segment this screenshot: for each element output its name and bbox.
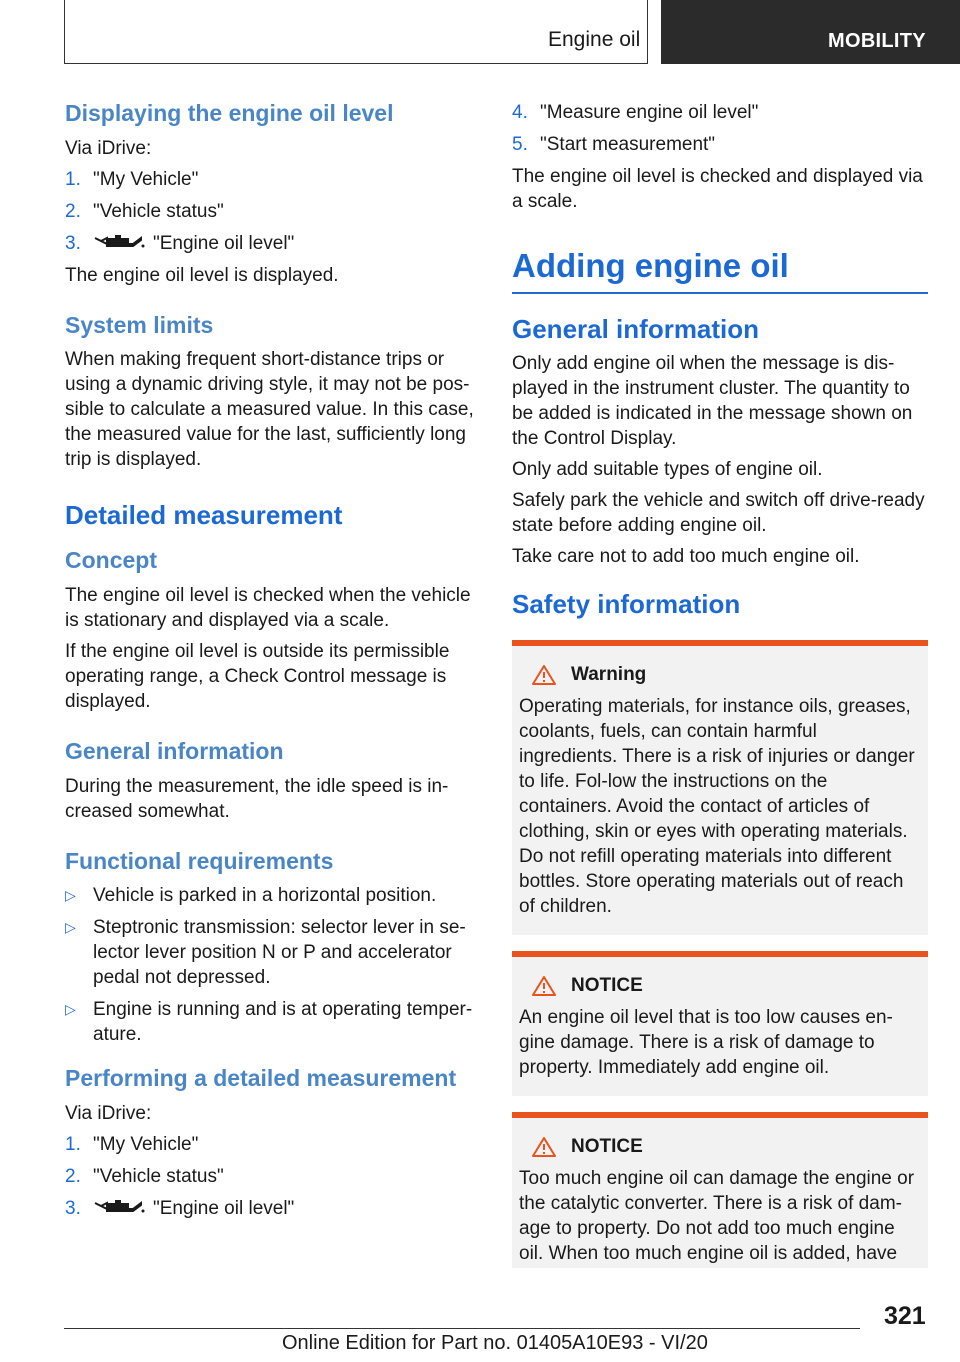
step-text: "Engine oil level" (153, 232, 295, 254)
notice-box-title (519, 975, 920, 997)
general-info-text-4: Take care not to add too much engine oil. (512, 545, 860, 567)
step-number: 1. (65, 168, 81, 190)
step-text: "Vehicle status" (93, 1165, 224, 1187)
steps-list-2 (65, 1132, 477, 1221)
list-item (65, 1196, 477, 1221)
notice-box (512, 951, 928, 1096)
step-number: 2. (65, 200, 81, 222)
notice-title: NOTICE (571, 974, 643, 996)
bullet-triangle-icon: ▷ (65, 1001, 76, 1018)
concept-text-1: The engine oil level is checked when the vehicle is stationary and displayed via a scale. (65, 584, 471, 631)
step-number: 4. (512, 102, 528, 123)
result-text: The engine oil level is checked and displayed via a scale. (512, 166, 923, 212)
page-number: 321 (884, 1302, 926, 1330)
list-item (512, 100, 928, 125)
heading-general-information: General information (65, 737, 284, 764)
footer-edition: Online Edition for Part no. 01405A10E93 - VI/20 (282, 1332, 708, 1354)
bullet-triangle-icon: ▷ (65, 919, 76, 936)
heading-general-information: General information (512, 313, 760, 344)
heading-safety-information: Safety information (512, 588, 741, 619)
warning-triangle-icon (531, 664, 557, 686)
oil-can-icon (93, 232, 145, 252)
list-item (65, 915, 477, 990)
header-section-title: Engine oil (548, 28, 641, 51)
step-number: 3. (65, 1197, 81, 1219)
intro-via-idrive: Via iDrive: (65, 137, 152, 159)
step-number: 2. (65, 1165, 81, 1187)
step-text: "Measure engine oil level" (540, 102, 759, 123)
notice-box-title (519, 1136, 920, 1158)
heading-performing-measurement: Performing a detailed measurement (65, 1065, 457, 1092)
heading-displaying-oil-level: Displaying the engine oil level (65, 100, 394, 126)
list-item (65, 231, 477, 256)
warning-box (512, 640, 928, 935)
heading-adding-engine-oil: Adding engine oil (512, 246, 928, 294)
list-item (65, 883, 477, 908)
general-info-text-1: Only add engine oil when the message is dis-played in the instrument cluster. The quantity to be added is indicated in the message shown on the Control Display. (512, 352, 913, 449)
list-item (65, 997, 477, 1047)
step-number: 5. (512, 134, 528, 155)
general-info-text-3: Safely park the vehicle and switch off drive-ready state before adding engine oil. (512, 489, 925, 536)
list-item (65, 167, 477, 192)
step-number: 3. (65, 232, 81, 254)
warning-title: Warning (571, 663, 647, 685)
notice-title: NOTICE (571, 1135, 643, 1157)
list-item (512, 132, 928, 157)
heading-detailed-measurement: Detailed measurement (65, 500, 343, 531)
heading-functional-requirements: Functional requirements (65, 847, 334, 874)
left-column (65, 100, 477, 1228)
system-limits-text: When making frequent short-distance trips or using a dynamic driving style, it may not be pos-sible to calculate a measured value. In this case, the measured value for the last, sufficiently long trip is displayed. (65, 349, 474, 471)
requirement-text: Steptronic transmission: selector lever in se-lector lever position N or P and accelerator pedal not depressed. (93, 917, 466, 989)
warning-triangle-icon (531, 975, 557, 997)
concept-text-2: If the engine oil level is outside its permissible operating range, a Check Control message is displayed. (65, 640, 450, 712)
right-column (512, 100, 928, 1268)
notice-text: Too much engine oil can damage the engine or the catalytic converter. There is a risk of dam-age to property. Do not add too much engine oil. When too much engine oil is added, have (519, 1167, 915, 1264)
warning-text: Operating materials, for instance oils, greases, coolants, fuels, can contain harmful ingredients. There is a risk of injuries or danger to life. Fol-low the instructions on the containers. Avoid the contact of articles of clothing, skin or eyes with operating materials. Do not refill operating materials into different bottles. Store operating materials out of reach of children. (519, 695, 915, 917)
oil-can-icon (93, 1197, 145, 1217)
header-chapter-tab: MOBILITY (661, 0, 960, 64)
heading-concept: Concept (65, 547, 157, 574)
result-text: The engine oil level is displayed. (65, 264, 339, 286)
general-info-text-2: Only add suitable types of engine oil. (512, 458, 823, 480)
step-text: "Start measurement" (540, 134, 716, 155)
steps-list-continued (512, 100, 928, 157)
notice-box (512, 1112, 928, 1268)
notice-text: An engine oil level that is too low causes en-gine damage. There is a risk of damage to property. Immediately add engine oil. (519, 1006, 893, 1078)
intro-via-idrive: Via iDrive: (65, 1102, 152, 1124)
step-text: "My Vehicle" (93, 168, 199, 190)
step-text: "Vehicle status" (93, 200, 224, 222)
step-text: "My Vehicle" (93, 1133, 199, 1155)
step-text: "Engine oil level" (153, 1197, 295, 1219)
list-item (65, 1164, 477, 1189)
list-item (65, 199, 477, 224)
requirement-text: Engine is running and is at operating temper-ature. (93, 999, 473, 1046)
requirement-text: Vehicle is parked in a horizontal position. (93, 885, 437, 907)
footer-divider (64, 1328, 860, 1329)
warning-triangle-icon (531, 1136, 557, 1158)
general-information-text: During the measurement, the idle speed is in-creased somewhat. (65, 775, 449, 822)
bullet-triangle-icon: ▷ (65, 887, 76, 904)
heading-system-limits: System limits (65, 311, 214, 338)
list-item (65, 1132, 477, 1157)
requirements-list (65, 883, 477, 1047)
steps-list-1 (65, 167, 477, 256)
warning-box-title (519, 664, 920, 686)
step-number: 1. (65, 1133, 81, 1155)
